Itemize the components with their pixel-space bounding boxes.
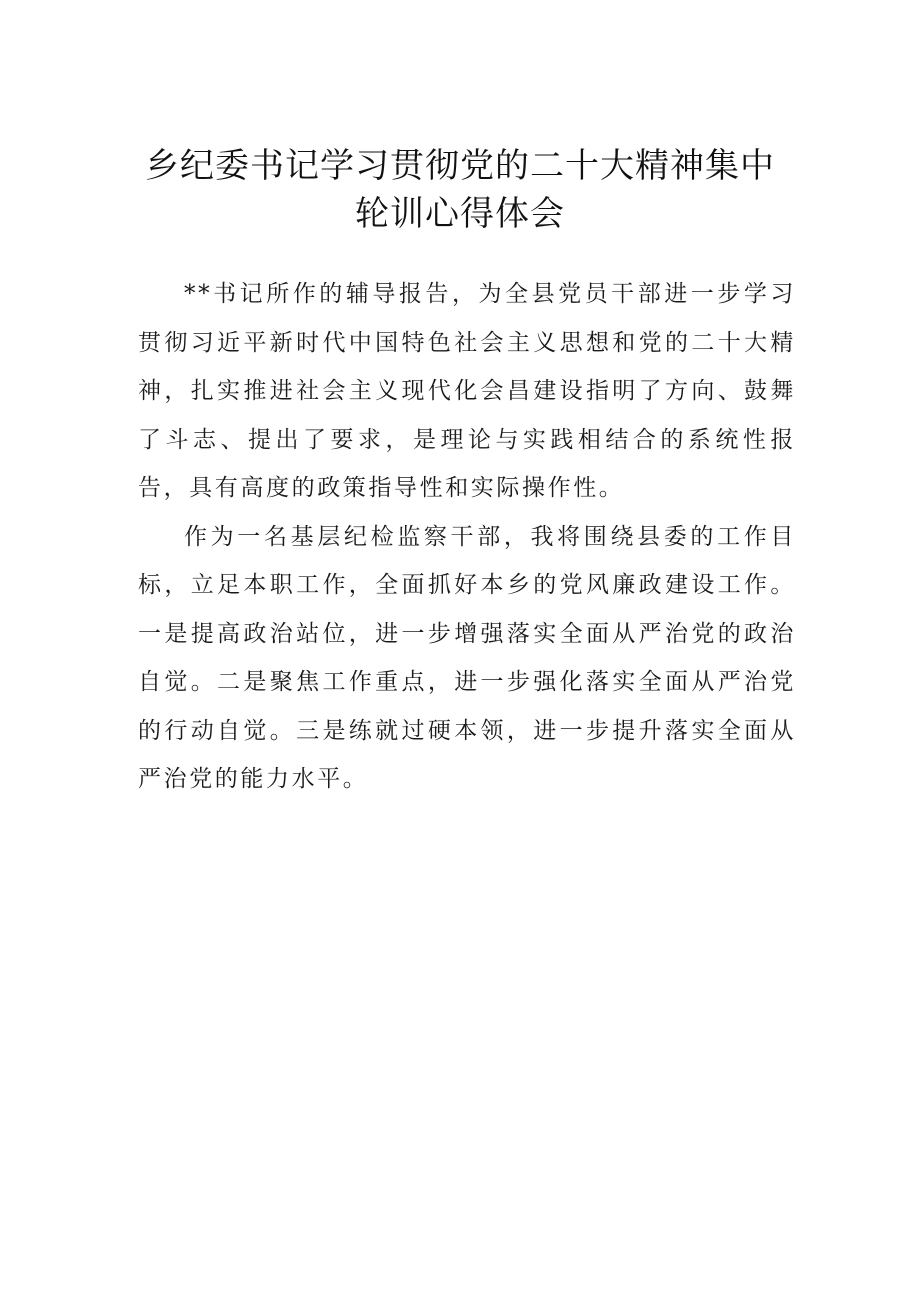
title-line-2: 轮训心得体会: [355, 194, 565, 234]
paragraph-2: 作为一名基层纪检监察干部，我将围绕县委的工作目标，立足本职工作，全面抓好本乡的党风廉政建设工作。一是提高政治站位，进一步增强落实全面从严治党的政治自觉。二是聚焦工作重点，进一步强化落实全面从严治党的行动自觉。三是练就过硬本领，进一步提升落实全面从严治党的能力水平。: [138, 523, 796, 792]
title-line-1: 乡纪委书记学习贯彻党的二十大精神集中: [145, 146, 775, 186]
document-title: [0, 142, 920, 238]
paragraph-1: **书记所作的辅导报告，为全县党员干部进一步学习贯彻习近平新时代中国特色社会主义思想和党的二十大精神，扎实推进社会主义现代化会昌建设指明了方向、鼓舞了斗志、提出了要求，是理论与实践相结合的系统性报告，具有高度的政策指导性和实际操作性。: [138, 281, 796, 501]
document-body: [138, 270, 796, 804]
